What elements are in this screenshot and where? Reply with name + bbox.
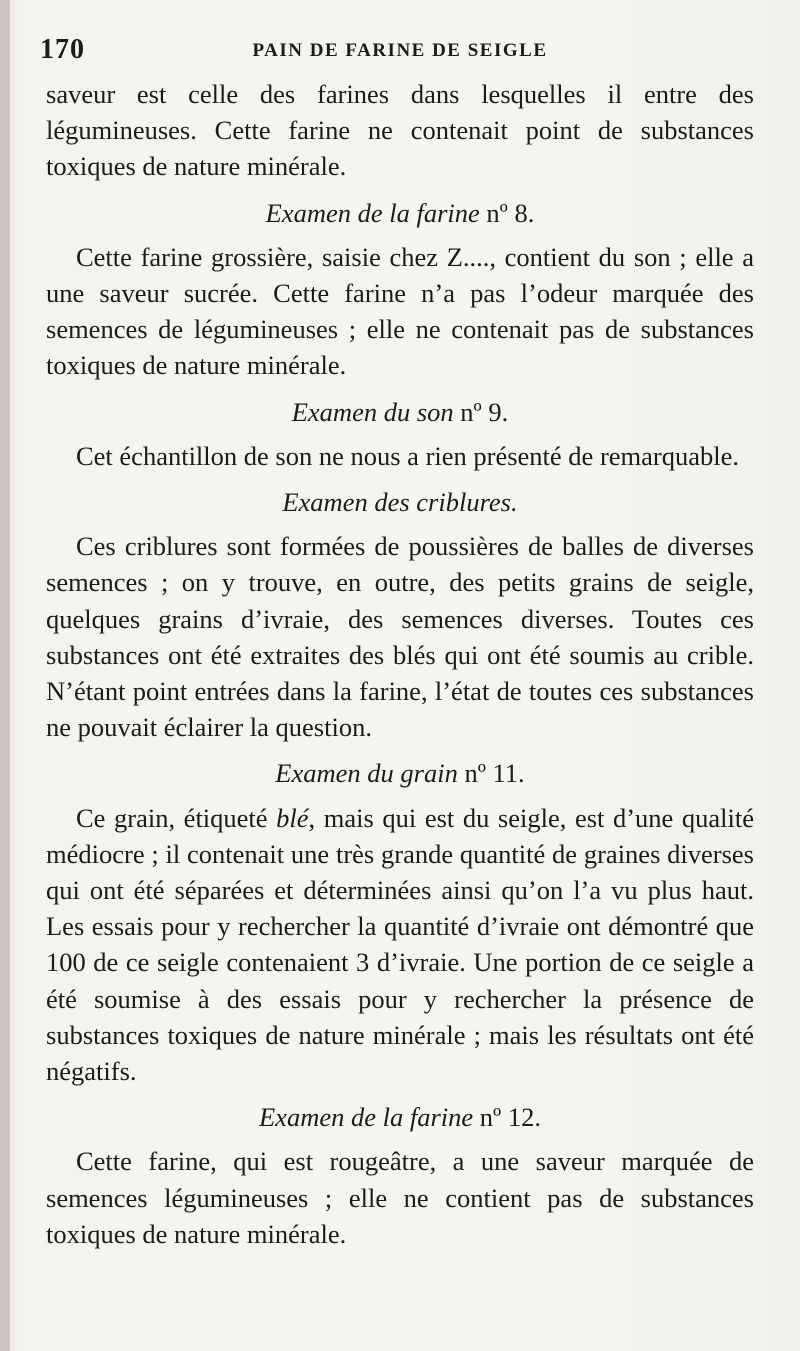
- italic-word: blé: [276, 802, 309, 833]
- paragraph-farine-12: Cette farine, qui est rougeâtre, a une saveur marquée de semences légumineuses ; elle ne contient pas de substances toxiques de nature minérale.: [46, 1146, 754, 1249]
- page-number: 170: [40, 34, 85, 65]
- heading-number: nº 9.: [460, 396, 509, 427]
- heading-number: nº 12.: [479, 1102, 541, 1133]
- heading-text: Examen de la farine: [259, 1102, 474, 1133]
- section-heading-9: [46, 394, 754, 430]
- paragraph-grain-11: [46, 800, 754, 1090]
- heading-text: Examen du son: [291, 396, 454, 427]
- section-heading-12: [46, 1099, 754, 1135]
- page-header: [40, 32, 760, 68]
- paragraph-son-9: Cet échantillon de son ne nous a rien présenté de remarquable.: [76, 440, 739, 471]
- intro-paragraph: saveur est celle des farines dans lesquelles il entre des légumineuses. Cette farine ne contenait point de substances toxiques de nature minérale.: [46, 79, 754, 182]
- paragraph-farine-8: Cette farine grossière, saisie chez Z...., contient du son ; elle a une saveur sucrée. Cette farine n’a pas l’odeur marquée des semences de légumineuses ; elle ne contenait pas de substances toxiques de nature minérale.: [46, 241, 754, 381]
- heading-number: nº 8.: [486, 197, 535, 228]
- section-heading-8: [46, 195, 754, 231]
- text-part: Ce grain, étiqueté: [76, 802, 268, 833]
- section-heading-criblures: Examen des criblures.: [282, 487, 518, 518]
- page-gutter: [0, 0, 10, 1351]
- heading-number: nº 11.: [464, 758, 525, 789]
- paragraph-criblures: Ces criblures sont formées de poussières de balles de diverses semences ; on y trouve, en outre, des petits grains de seigle, quelques grains d’ivraie, des semences diverses. Toutes ces substances ont été extraites des blés qui ont été soumis au crible. N’étant point entrées dans la farine, l’état de toutes ces substances ne pouvait éclairer la question.: [46, 531, 754, 743]
- running-title: PAIN DE FARINE DE SEIGLE: [252, 40, 548, 61]
- section-heading-11: [46, 755, 754, 791]
- heading-text: Examen du grain: [275, 758, 458, 789]
- page-body: [46, 76, 754, 1252]
- text-part: , mais qui est du seigle, est d’une qualité médiocre ; il contenait une très grande quantité de graines diverses qui ont été séparées et déterminées ainsi qu’on l’a vu plus haut. Les essais pour y rechercher la quantité d’ivraie ont démontré que 100 de ce seigle contenaient 3 d’ivraie. Une portion de ce seigle a été soumise à des essais pour y rechercher la présence de substances toxiques de nature minérale ; mais les résultats ont été négatifs.: [46, 802, 755, 1087]
- heading-text: Examen de la farine: [265, 197, 480, 228]
